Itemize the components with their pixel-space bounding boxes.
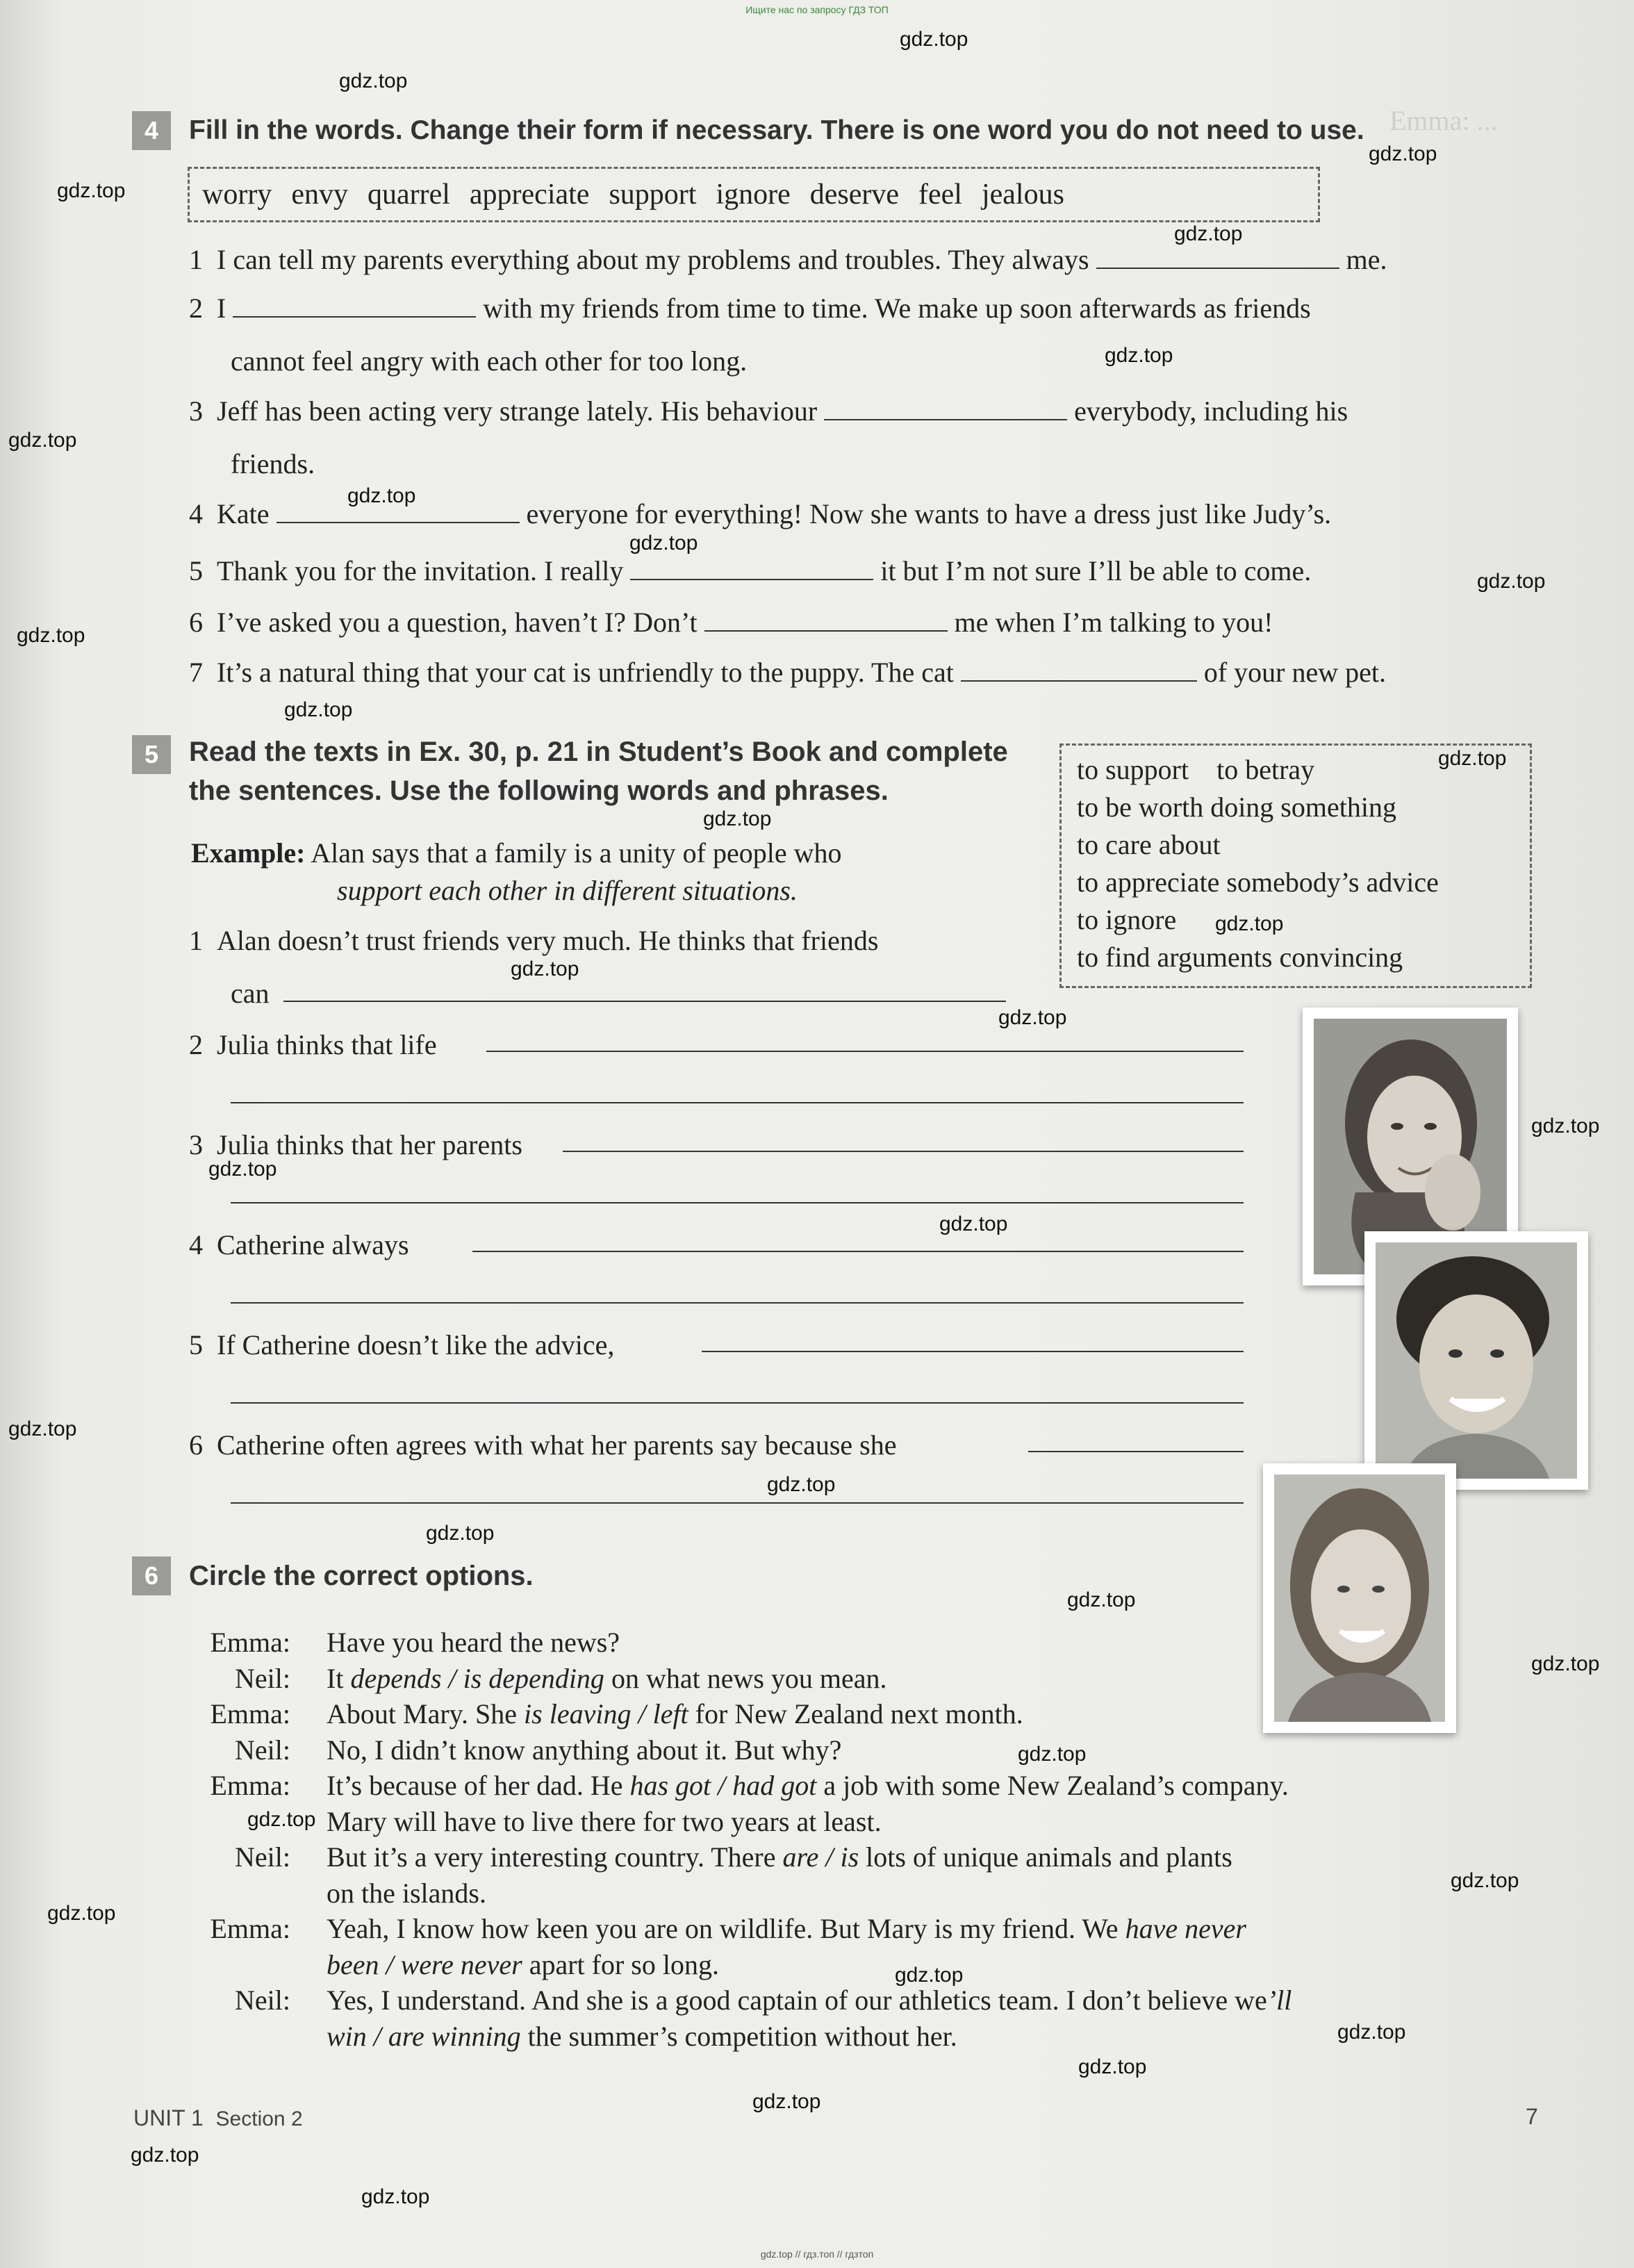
- dialogue-speaker: Neil:: [235, 1663, 290, 1694]
- dialogue-text: on what news you mean.: [604, 1663, 887, 1694]
- dialogue-speaker: Neil:: [235, 1734, 290, 1766]
- dialogue-text: Yes, I understand. And she is a good captain of our athletics team. I don’t believe we: [327, 1984, 1267, 2016]
- phrase-item: to appreciate somebody’s advice: [1077, 866, 1439, 898]
- exercise-heading: Circle the correct options.: [189, 1561, 534, 1591]
- dialogue-speaker: Emma:: [210, 1627, 290, 1658]
- photo-girl-2: [1263, 1463, 1456, 1733]
- dialogue-text: Have you heard the news?: [327, 1627, 620, 1658]
- item-number: 4: [189, 498, 203, 529]
- item-text: me when I’m talking to you!: [954, 607, 1273, 638]
- word-bank-item: support: [609, 179, 697, 211]
- exercise-item: [189, 1329, 614, 1361]
- item-text: Thank you for the invitation. I really: [217, 555, 624, 586]
- word-bank-item: envy: [291, 179, 348, 211]
- exercise-item: [189, 606, 1273, 639]
- option-choice[interactable]: ’ll: [1266, 1984, 1292, 2016]
- bottom-banner: gdz.top // гдз.топ // гдзтоп: [760, 2249, 874, 2260]
- item-text: Catherine always: [217, 1229, 409, 1260]
- item-text: everyone for everything! Now she wants to have a dress just like Judy’s.: [526, 498, 1332, 529]
- footer-unit: [133, 2105, 303, 2131]
- phrase-row: [1077, 751, 1515, 789]
- watermark: gdz.top: [767, 1473, 836, 1496]
- answer-blank[interactable]: [1096, 244, 1339, 269]
- watermark: gdz.top: [895, 1964, 964, 1987]
- item-number: 3: [189, 395, 203, 427]
- option-choice[interactable]: is leaving / left: [524, 1698, 688, 1729]
- item-number: 2: [189, 293, 203, 324]
- word-bank-item: feel: [918, 179, 962, 211]
- item-number: 5: [189, 555, 203, 586]
- watermark: gdz.top: [1078, 2055, 1147, 2078]
- word-bank-item: ignore: [716, 179, 791, 211]
- dialogue-text: About Mary. She: [327, 1698, 525, 1729]
- answer-line[interactable]: [231, 1202, 1244, 1203]
- item-text: Julia thinks that her parents: [217, 1129, 522, 1160]
- dialogue-text: a job with some New Zealand’s company.: [816, 1770, 1289, 1801]
- item-number: 5: [189, 1329, 203, 1361]
- item-text: with my friends from time to time. We make up soon afterwards as friends: [483, 293, 1311, 324]
- item-text: of your new pet.: [1203, 657, 1386, 688]
- watermark: gdz.top: [208, 1158, 277, 1181]
- watermark: gdz.top: [1438, 747, 1507, 770]
- exercise-heading: the sentences. Use the following words and phrases.: [189, 775, 889, 806]
- exercise-number: 5: [132, 735, 171, 774]
- watermark: gdz.top: [47, 1902, 116, 1925]
- watermark: gdz.top: [1018, 1743, 1087, 1766]
- item-text: Kate: [217, 498, 270, 529]
- exercise-number: 4: [132, 111, 171, 150]
- dialogue-line: [327, 1948, 719, 1981]
- watermark: gdz.top: [8, 1418, 77, 1440]
- item-number: 6: [189, 1429, 203, 1461]
- exercise-item: [189, 1429, 897, 1461]
- dialogue-speaker: Neil:: [235, 1984, 290, 2016]
- dialogue-line: [327, 1805, 882, 1838]
- item-text: I: [217, 293, 226, 324]
- watermark: gdz.top: [1531, 1652, 1600, 1675]
- option-choice[interactable]: been / were never: [327, 1949, 522, 1980]
- item-number: 1: [189, 244, 203, 275]
- answer-line[interactable]: [283, 1001, 1006, 1002]
- exercise-number: 6: [132, 1556, 171, 1595]
- dialogue-text: Mary will have to live there for two years at least.: [327, 1806, 882, 1837]
- watermark: gdz.top: [57, 179, 126, 202]
- watermark: gdz.top: [752, 2090, 821, 2113]
- watermark: gdz.top: [1337, 2021, 1406, 2044]
- phrase-item: to betray: [1216, 754, 1315, 785]
- exercise-item: [189, 1028, 437, 1061]
- answer-line[interactable]: [472, 1251, 1244, 1252]
- exercise-item: [189, 498, 1331, 530]
- exercise-item: [189, 924, 878, 957]
- answer-blank[interactable]: [961, 657, 1197, 682]
- answer-line[interactable]: [231, 1102, 1244, 1103]
- item-text: If Catherine doesn’t like the advice,: [217, 1329, 615, 1361]
- answer-blank[interactable]: [233, 293, 476, 318]
- item-number: 4: [189, 1229, 203, 1260]
- answer-line[interactable]: [1028, 1451, 1244, 1452]
- option-choice[interactable]: win / are winning: [327, 2021, 521, 2052]
- item-text: everybody, including his: [1074, 395, 1348, 427]
- watermark: gdz.top: [1451, 1869, 1519, 1892]
- portrait-boy-smiling: [1376, 1242, 1577, 1479]
- word-bank: [188, 167, 1320, 222]
- exercise-item: [189, 292, 1311, 324]
- item-number: 6: [189, 607, 203, 638]
- item-text: Alan doesn’t trust friends very much. He thinks that friends: [217, 925, 879, 956]
- dialogue-speaker: Neil:: [235, 1841, 290, 1873]
- item-text: me.: [1346, 244, 1387, 275]
- phrase-item: to be worth doing something: [1077, 791, 1396, 823]
- dialogue-line: [327, 1626, 620, 1659]
- answer-blank[interactable]: [704, 607, 948, 632]
- dialogue-text: Yeah, I know how keen you are on wildlife. But Mary is my friend. We: [327, 1913, 1125, 1944]
- exercise-item: [189, 395, 1348, 427]
- item-text: Julia thinks that life: [217, 1029, 437, 1060]
- section-label: Section 2: [215, 2107, 303, 2130]
- option-choice[interactable]: have never: [1125, 1913, 1246, 1944]
- watermark: gdz.top: [1105, 344, 1173, 367]
- watermark: gdz.top: [426, 1522, 495, 1545]
- exercise-item-cont: friends.: [231, 448, 315, 479]
- item-number: 1: [189, 925, 203, 956]
- item-text: I can tell my parents everything about my problems and troubles. They always: [217, 244, 1089, 275]
- item-text: I’ve asked you a question, haven’t I? Don’t: [217, 607, 698, 638]
- answer-line[interactable]: [563, 1151, 1244, 1152]
- watermark: gdz.top: [511, 958, 579, 980]
- watermark: gdz.top: [1531, 1115, 1600, 1137]
- dialogue-text: lots of unique animals and plants: [859, 1841, 1232, 1873]
- dialogue-speaker: Emma:: [210, 1698, 290, 1729]
- dialogue-line: [327, 1877, 486, 1909]
- page-number: 7: [1526, 2104, 1538, 2129]
- watermark: gdz.top: [1067, 1588, 1136, 1611]
- dialogue-line: [327, 1734, 841, 1766]
- dialogue-line: [327, 1769, 1289, 1802]
- top-banner: Ищите нас по запросу ГДЗ ТОП: [745, 4, 889, 15]
- watermark: gdz.top: [900, 28, 968, 51]
- dialogue-text: No, I didn’t know anything about it. But why?: [327, 1734, 842, 1766]
- item-number: 3: [189, 1129, 203, 1160]
- watermark: gdz.top: [347, 484, 416, 507]
- watermark: gdz.top: [1174, 222, 1243, 245]
- example-text: Alan says that a family is a unity of people who: [311, 837, 842, 869]
- portrait-girl-smiling: [1274, 1474, 1445, 1722]
- phrase-item: to care about: [1077, 829, 1221, 860]
- dialogue-line: [327, 1698, 1023, 1730]
- dialogue-text: It: [327, 1663, 351, 1694]
- dialogue-line: [327, 2020, 957, 2053]
- watermark: gdz.top: [998, 1006, 1067, 1029]
- answer-line[interactable]: [231, 1402, 1244, 1404]
- watermark: gdz.top: [1369, 142, 1437, 165]
- dialogue-text: on the islands.: [327, 1877, 486, 1909]
- item-number: 2: [189, 1029, 203, 1060]
- word-bank-item: worry: [202, 179, 272, 211]
- unit-label: UNIT 1: [133, 2105, 204, 2130]
- exercise-item: [189, 243, 1387, 276]
- option-choice[interactable]: are / is: [782, 1841, 859, 1873]
- item-text: Catherine often agrees with what her parents say because she: [217, 1429, 897, 1461]
- dialogue-text: But it’s a very interesting country. There: [327, 1841, 783, 1873]
- word-bank-item: quarrel: [367, 179, 450, 211]
- exercise-item: [189, 656, 1386, 689]
- watermark: gdz.top: [629, 532, 698, 554]
- watermark: gdz.top: [131, 2144, 199, 2167]
- option-choice[interactable]: depends / is depending: [350, 1663, 604, 1694]
- exercise-item: [189, 554, 1311, 587]
- dialogue-line: [327, 1912, 1246, 1945]
- answer-blank[interactable]: [824, 395, 1067, 420]
- watermark: gdz.top: [339, 69, 408, 92]
- dialogue-line: [327, 1841, 1232, 1873]
- exercise-item: [189, 1228, 409, 1261]
- word-bank-item: deserve: [809, 179, 900, 211]
- option-choice[interactable]: has got / had got: [629, 1770, 817, 1801]
- watermark: gdz.top: [1215, 912, 1284, 935]
- example-line: [191, 837, 842, 869]
- photo-boy: [1364, 1231, 1588, 1490]
- bleed-through: Emma: ...: [1389, 105, 1498, 136]
- item-text: it but I’m not sure I’ll be able to come.: [880, 555, 1312, 586]
- example-answer: support each other in different situations.: [337, 875, 798, 906]
- exercise-heading: Read the texts in Ex. 30, p. 21 in Student’s Book and complete: [189, 737, 1008, 767]
- answer-line[interactable]: [231, 1302, 1244, 1304]
- answer-line[interactable]: [486, 1051, 1244, 1052]
- dialogue-text: the summer’s competition without her.: [520, 2021, 957, 2052]
- dialogue-speaker: Emma:: [210, 1770, 290, 1801]
- answer-line[interactable]: [231, 1502, 1244, 1504]
- word-bank-item: jealous: [981, 179, 1064, 211]
- exercise-heading: Fill in the words. Change their form if necessary. There is one word you do not need to use.: [189, 115, 1364, 145]
- answer-blank[interactable]: [277, 498, 520, 523]
- phrase-item: to support: [1077, 754, 1189, 785]
- exercise-item-cont: can: [231, 978, 270, 1009]
- watermark: gdz.top: [17, 624, 85, 647]
- dialogue-text: for New Zealand next month.: [688, 1698, 1023, 1729]
- item-text: It’s a natural thing that your cat is unfriendly to the puppy. The cat: [217, 657, 954, 688]
- answer-blank[interactable]: [630, 555, 873, 580]
- watermark: gdz.top: [284, 698, 353, 721]
- item-number: 7: [189, 657, 203, 688]
- exercise-item: [189, 1128, 522, 1161]
- watermark: gdz.top: [1477, 570, 1546, 593]
- watermark: gdz.top: [703, 807, 772, 830]
- watermark: gdz.top: [361, 2185, 430, 2208]
- answer-line[interactable]: [702, 1351, 1244, 1352]
- watermark: gdz.top: [247, 1808, 316, 1831]
- dialogue-line: [327, 1662, 887, 1695]
- word-bank-item: appreciate: [469, 179, 590, 211]
- example-label: Example:: [191, 837, 306, 869]
- phrase-bank: [1059, 743, 1532, 988]
- exercise-item-cont: cannot feel angry with each other for too long.: [231, 345, 748, 377]
- watermark: gdz.top: [939, 1213, 1008, 1235]
- dialogue-speaker: Emma:: [210, 1913, 290, 1944]
- item-text: Jeff has been acting very strange lately. His behaviour: [217, 395, 818, 427]
- phrase-item: to find arguments convincing: [1077, 942, 1403, 973]
- dialogue-text: It’s because of her dad. He: [327, 1770, 630, 1801]
- dialogue-text: apart for so long.: [522, 1949, 719, 1980]
- dialogue-line: [327, 1984, 1291, 2016]
- phrase-item: to ignore: [1077, 904, 1177, 935]
- watermark: gdz.top: [8, 429, 77, 452]
